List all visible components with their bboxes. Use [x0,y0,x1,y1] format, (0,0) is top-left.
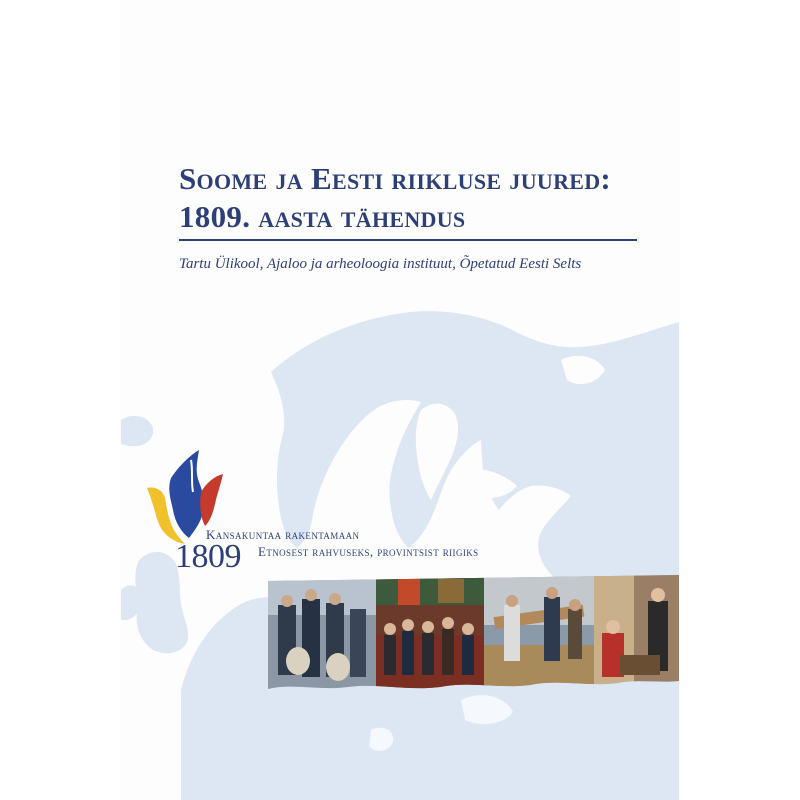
painting-schoolroom-icon [594,575,679,691]
book-cover [121,0,679,800]
publisher-line: Tartu Ülikool, Ajaloo ja arheoloogia instituut, Õpetatud Eesti Selts [179,256,582,272]
logo-caption-estonian: Etnosest rahvuseks, provintsist riigiks [258,544,479,559]
book-title [179,160,649,236]
title-divider [179,239,637,241]
painting-soldiers-icon [268,575,376,691]
historical-paintings-collage [268,575,679,691]
logo-caption-finnish: Kansakuntaa rakentamaan [206,527,360,542]
painting-assembly-icon [376,575,484,691]
title-line-2: 1809. aasta tähendus [179,199,466,234]
logo-year: 1809 [175,538,241,575]
title-line-1: Soome ja Eesti riikluse juured: [179,161,612,196]
painting-workers-icon [484,575,594,691]
